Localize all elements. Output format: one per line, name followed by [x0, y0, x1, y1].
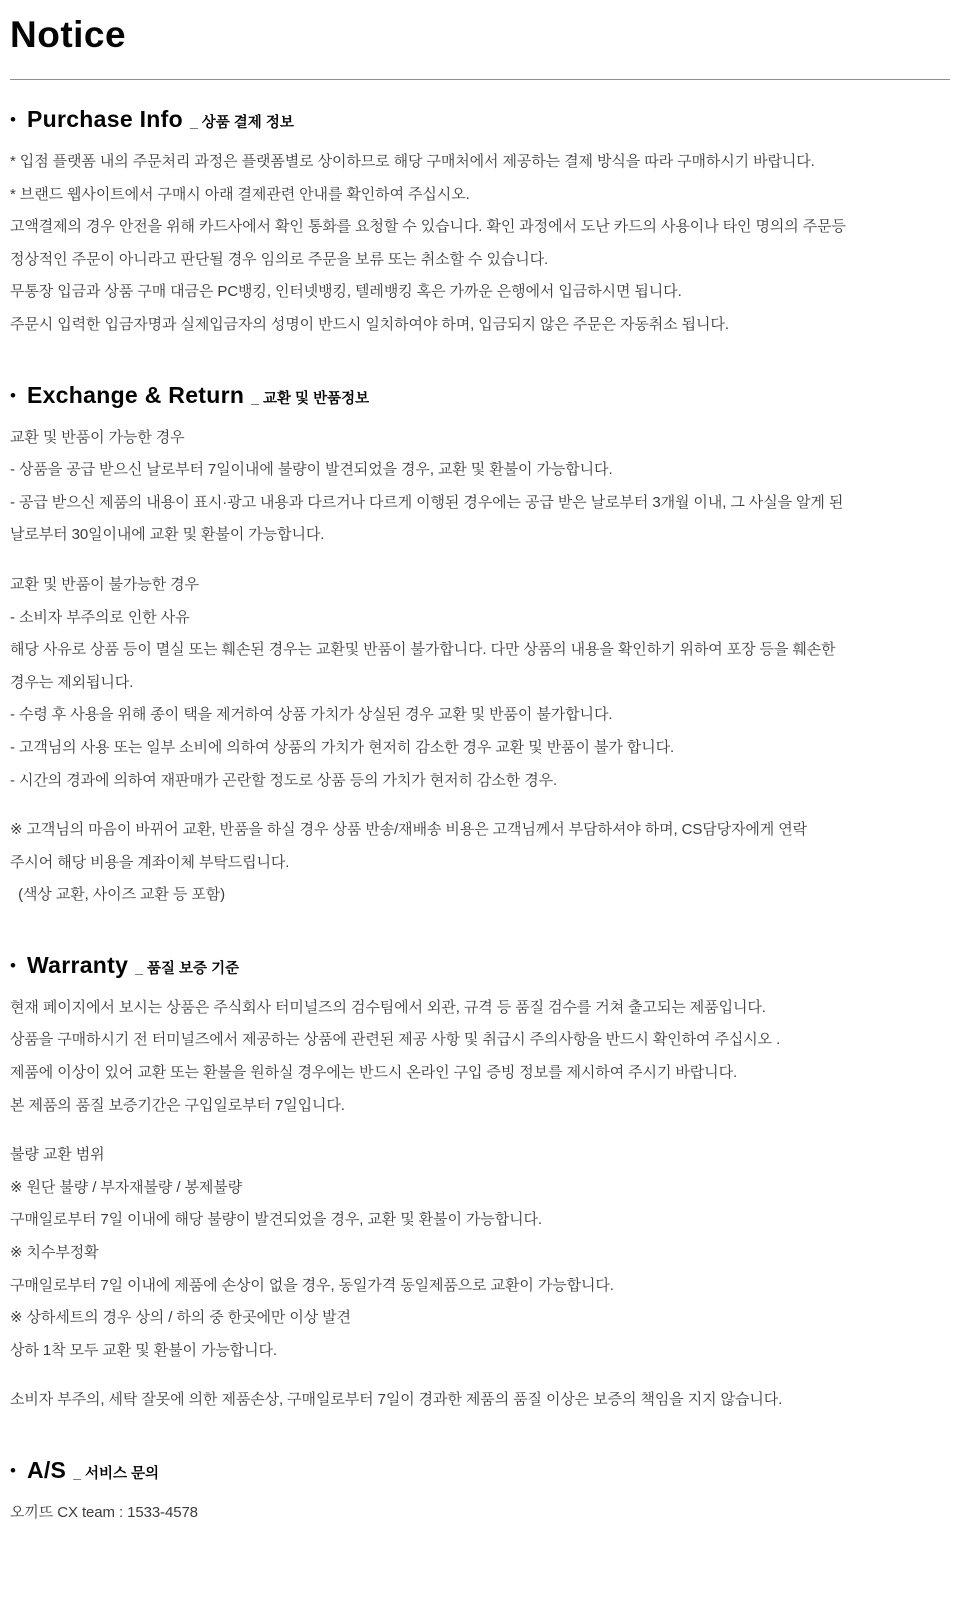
- section-title-en: A/S: [26, 1457, 67, 1483]
- paragraph: [10, 422, 950, 552]
- text-line: - 상품을 공급 받으신 날로부터 7일이내에 불량이 발견되었을 경우, 교환 및 환불이 가능합니다.: [10, 461, 613, 479]
- text-line: 교환 및 반품이 불가능한 경우: [10, 575, 199, 593]
- sections-container: [10, 106, 950, 1530]
- text-line: 날로부터 30일이내에 교환 및 환불이 가능합니다.: [10, 526, 325, 544]
- text-line: 본 제품의 품질 보증기간은 구입일로부터 7일입니다.: [10, 1096, 345, 1114]
- text-line: ※ 원단 불량 / 부자재불량 / 봉제불량: [10, 1178, 243, 1196]
- text-line: - 시간의 경과에 의하여 재판매가 곤란할 정도로 상품 등의 가치가 현저히 감소한 경우.: [10, 771, 558, 789]
- text-line: ※ 치수부정확: [10, 1244, 99, 1262]
- text-line: - 수령 후 사용을 위해 종이 택을 제거하여 상품 가치가 상실된 경우 교환 및 반품이 불가합니다.: [10, 706, 613, 724]
- text-line: - 고객님의 사용 또는 일부 소비에 의하여 상품의 가치가 현저히 감소한 경우 교환 및 반품이 불가 합니다.: [10, 738, 675, 756]
- text-line: 정상적인 주문이 아니라고 판단될 경우 임의로 주문을 보류 또는 취소할 수 있습니다.: [10, 250, 549, 268]
- paragraph: [10, 1139, 950, 1367]
- section-heading: [10, 106, 950, 133]
- text-line: * 입점 플랫폼 내의 주문처리 과정은 플랫폼별로 상이하므로 해당 구매처에서 제공하는 결제 방식을 따라 구매하시기 바랍니다.: [10, 153, 815, 170]
- bullet-icon: •: [10, 955, 16, 975]
- title-separator-icon: _: [189, 114, 198, 130]
- text-line: 주문시 입력한 입금자명과 실제입금자의 성명이 반드시 일치하여야 하며, 입금되지 않은 주문은 자동취소 됩니다.: [10, 315, 729, 333]
- paragraph: [10, 1384, 950, 1417]
- text-line: 불량 교환 범위: [10, 1146, 105, 1164]
- section-title-en: Warranty: [26, 951, 129, 978]
- text-line: * 브랜드 웹사이트에서 구매시 아래 결제관련 안내를 확인하여 주십시오.: [10, 185, 470, 203]
- text-line: ※ 고객님의 마음이 바뀌어 교환, 반품을 하실 경우 상품 반송/재배송 비용은 고객님께서 부담하셔야 하며, CS담당자에게 연락: [10, 821, 808, 839]
- section-title-ko: 상품 결제 정보: [201, 115, 294, 131]
- text-line: 구매일로부터 7일 이내에 제품에 손상이 없을 경우, 동일가격 동일제품으로 교환이 가능합니다.: [10, 1276, 614, 1294]
- section-as: [10, 1457, 950, 1530]
- paragraph: [10, 569, 950, 797]
- text-line: 주시어 해당 비용을 계좌이체 부탁드립니다.: [10, 853, 290, 871]
- text-line: 해당 사유로 상품 등이 멸실 또는 훼손된 경우는 교환및 반품이 불가합니다. 다만 상품의 내용을 확인하기 위하여 포장 등을 훼손한: [10, 641, 836, 659]
- section-title-ko: 품질 보증 기준: [147, 960, 240, 977]
- text-line: 구매일로부터 7일 이내에 해당 불량이 발견되었을 경우, 교환 및 환불이 가능합니다.: [10, 1211, 542, 1229]
- bullet-icon: •: [10, 110, 16, 129]
- section-heading: [10, 382, 950, 409]
- text-line: 현재 페이지에서 보시는 상품은 주식회사 터미널즈의 검수팀에서 외관, 규격 등 품질 검수를 거쳐 출고되는 제품입니다.: [10, 998, 766, 1016]
- paragraph: [10, 146, 950, 342]
- page-title: Notice: [10, 14, 127, 55]
- paragraph: [10, 814, 950, 912]
- text-line: 교환 및 반품이 가능한 경우: [10, 428, 185, 446]
- section-heading: [10, 1457, 950, 1484]
- text-line: - 소비자 부주의로 인한 사유: [10, 608, 190, 626]
- section-title-ko: 서비스 문의: [85, 1466, 160, 1482]
- text-line: 제품에 이상이 있어 교환 또는 환불을 원하실 경우에는 반드시 온라인 구입 증빙 정보를 제시하여 주시기 바랍니다.: [10, 1064, 738, 1082]
- text-line: 경우는 제외됩니다.: [10, 673, 134, 691]
- section-title-en: Exchange & Return: [26, 381, 245, 408]
- section-warranty: [10, 952, 950, 1417]
- title-separator-icon: _: [251, 389, 260, 406]
- section-title-ko: 교환 및 반품정보: [263, 390, 370, 407]
- text-line: 무통장 입금과 상품 구매 대금은 PC뱅킹, 인터넷뱅킹, 텔레뱅킹 혹은 가까운 은행에서 입금하시면 됩니다.: [10, 283, 682, 301]
- bullet-icon: •: [10, 1461, 16, 1480]
- text-line: - 공급 받으신 제품의 내용이 표시·광고 내용과 다르거나 다르게 이행된 경우에는 공급 받은 날로부터 3개월 이내, 그 사실을 알게 된: [10, 493, 844, 511]
- paragraph: [10, 992, 950, 1122]
- section-exchange-return: [10, 382, 950, 912]
- text-line: 상하 1착 모두 교환 및 환불이 가능합니다.: [10, 1341, 277, 1359]
- text-line: 상품을 구매하시기 전 터미널즈에서 제공하는 상품에 관련된 제공 사항 및 취급시 주의사항을 반드시 확인하여 주십시오 .: [10, 1031, 781, 1049]
- section-heading: [10, 952, 950, 979]
- text-line: ※ 상하세트의 경우 상의 / 하의 중 한곳에만 이상 발견: [10, 1309, 351, 1327]
- title-separator-icon: _: [135, 959, 143, 976]
- title-separator-icon: _: [73, 1465, 81, 1481]
- section-purchase-info: [10, 106, 950, 342]
- text-line: (색상 교환, 사이즈 교환 등 포함): [10, 886, 226, 904]
- paragraph: [10, 1497, 950, 1530]
- text-line: 고액결제의 경우 안전을 위해 카드사에서 확인 통화를 요청할 수 있습니다. 확인 과정에서 도난 카드의 사용이나 타인 명의의 주문등: [10, 218, 846, 236]
- bullet-icon: •: [10, 385, 16, 405]
- divider: [10, 79, 950, 80]
- text-line: 소비자 부주의, 세탁 잘못에 의한 제품손상, 구매일로부터 7일이 경과한 제품의 품질 이상은 보증의 책임을 지지 않습니다.: [10, 1391, 783, 1409]
- text-line: 오끼뜨 CX team : 1533-4578: [10, 1504, 198, 1521]
- section-title-en: Purchase Info: [26, 106, 183, 132]
